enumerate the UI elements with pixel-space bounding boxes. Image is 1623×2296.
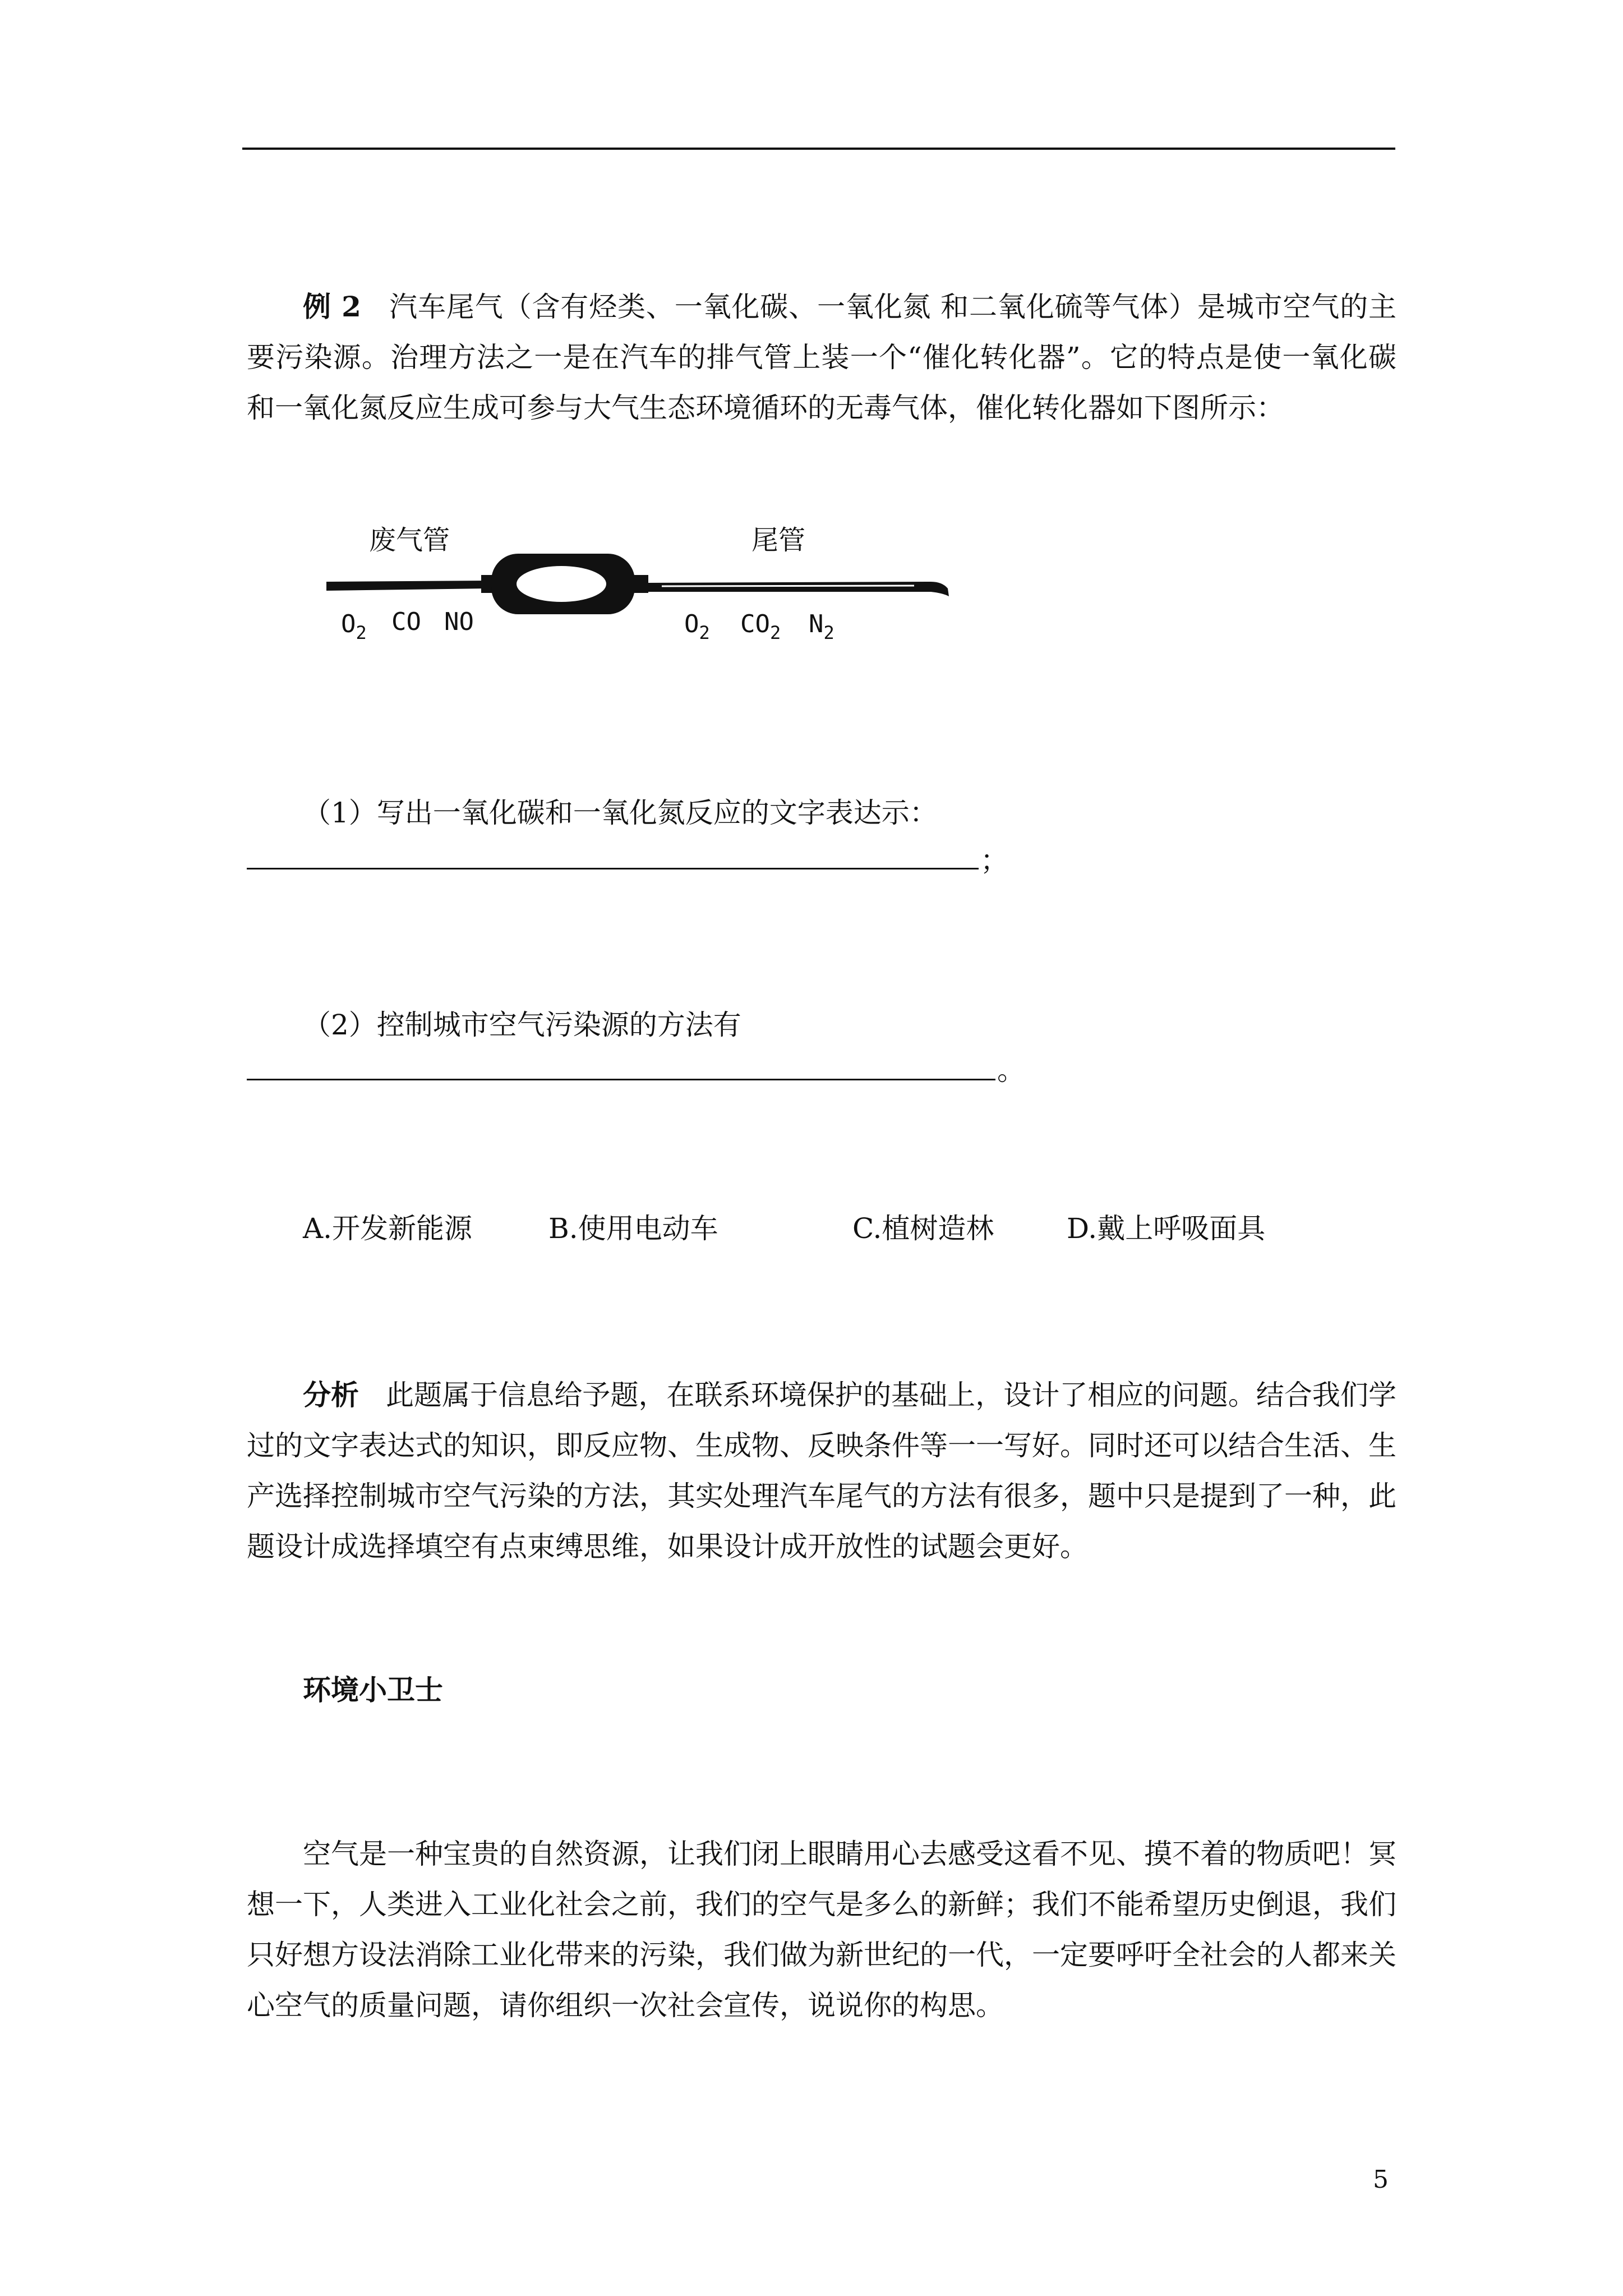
catalytic-converter-diagram (325, 519, 987, 665)
section-paragraph: 空气是一种宝贵的自然资源，让我们闭上眼睛用心去感受这看不见、摸不着的物质吧！冥想一下，人类进入工业化社会之前，我们的空气是多么的新鲜；我们不能希望历史倒退，我们只好想方设法消除工业化带来的污染，我们做为新世纪的一代，一定要呼吁全社会的人都来关心空气的质量问题，请你组织一次社会宣传，说说你的构思。 (247, 1838, 1396, 2022)
question-1: （1）写出一氧化碳和一氧化氮反应的文字表达示： (303, 797, 938, 829)
example-text: 汽车尾气（含有烃类、一氧化碳、一氧化氮 和二氧化硫等气体）是城市空气的主要污染源。治理方法之一是在汽车的排气管上装一个“催化转化器”。它的特点是使一氧化碳和一氧化氮反应生成可参与大气生态环境循环的无毒气体，催化转化器如下图所示： (247, 291, 1396, 424)
outlet-pipe-label: 尾管 (751, 524, 806, 556)
analysis-label: 分析 (303, 1378, 359, 1411)
analysis-text: 此题属于信息给予题，在联系环境保护的基础上，设计了相应的问题。结合我们学过的文字表达式的知识，即反应物、生成物、反映条件等一一写好。同时还可以结合生活、生产选择控制城市空气污染的方法，其实处理汽车尾气的方法有很多，题中只是提到了一种，此题设计成选择填空有点束缚思维，如果设计成开放性的试题会更好。 (247, 1379, 1397, 1563)
inlet-gas-no: NO (444, 608, 474, 636)
outlet-gas-co2: $CO_2$ (740, 610, 781, 643)
question-2: （2）控制城市空气污染源的方法有 (303, 1009, 741, 1041)
analysis-paragraph (247, 1370, 1396, 1572)
inlet-pipe-label: 废气管 (369, 524, 450, 556)
option-a: A.开发新能源 (303, 1212, 473, 1245)
option-d: D.戴上呼吸面具 (1067, 1212, 1266, 1245)
question-2-answer-blank (247, 1079, 995, 1080)
option-c: C.植树造林 (852, 1212, 994, 1245)
outlet-gas-o2: $O_2$ (684, 610, 710, 643)
question-2-end-mark: 。 (997, 1054, 1025, 1087)
question-1-answer-blank (247, 868, 979, 869)
option-b: B.使用电动车 (548, 1212, 718, 1245)
example-2-paragraph (247, 282, 1396, 433)
inlet-gas-co: CO (391, 608, 421, 636)
page-number: 5 (1373, 2165, 1389, 2194)
outlet-gas-n2: $N_2$ (809, 610, 834, 643)
inlet-gas-o2: $O_2$ (341, 610, 367, 643)
section-title: 环境小卫士 (303, 1673, 443, 1706)
question-1-end-mark: ； (980, 844, 1008, 877)
example-label: 例 2 (303, 290, 361, 323)
header-rule (242, 148, 1395, 150)
